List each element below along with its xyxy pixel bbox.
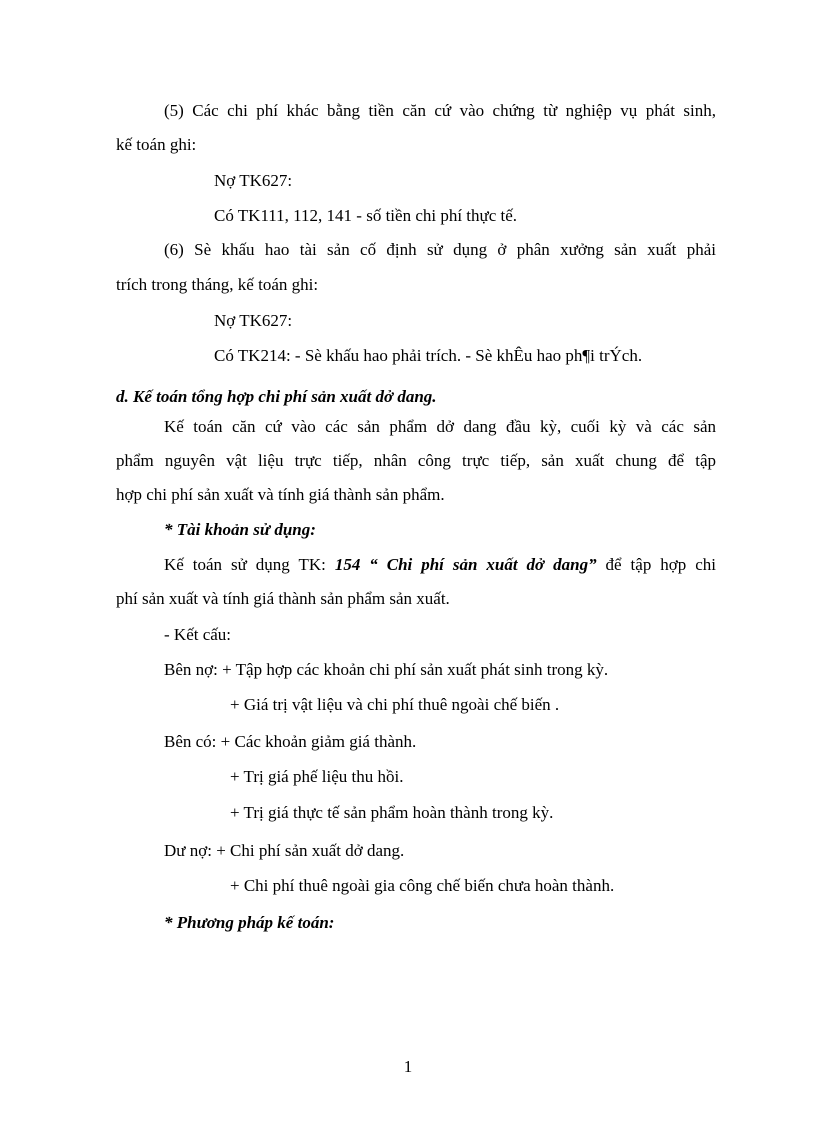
debit-item-1: + Tập hợp các khoản chi phí sản xuất phát sinh trong kỳ. <box>222 660 609 679</box>
para5-debit: Nợ TK627: <box>214 171 293 190</box>
accounts-use-suffix: để tập hợp chi <box>596 555 716 574</box>
balance-label: Dư nợ: <box>164 841 217 860</box>
para6-debit: Nợ TK627: <box>214 311 293 330</box>
debit-line1 <box>164 659 608 681</box>
debit-label: Bên nợ: <box>164 660 223 679</box>
section-d-intro-line2: phẩm nguyên vật liệu trực tiếp, nhân công trực tiếp, sản xuất chung để tập <box>116 451 716 470</box>
para6-line2: trích trong tháng, kế toán ghi: <box>116 275 319 294</box>
credit-line1 <box>164 731 416 753</box>
credit-item-2: + Trị giá phế liệu thu hồi. <box>230 767 404 786</box>
accounts-use-line2: phí sản xuất và tính giá thành sản phẩm sản xuất. <box>116 589 450 608</box>
credit-label: Bên có: <box>164 732 221 751</box>
para6-credit: Có TK214: - Sè khấu hao phải trích. - Sè khÊu hao ph¶i trÝch. <box>214 346 643 365</box>
section-d-heading: d. Kế toán tổng hợp chi phí sản xuất dở dang. <box>116 387 437 406</box>
credit-item-3: + Trị giá thực tế sản phẩm hoàn thành trong kỳ. <box>230 803 554 822</box>
method-heading: * Phương pháp kế toán: <box>164 913 335 932</box>
accounts-heading: * Tài khoản sử dụng: <box>164 520 316 539</box>
para6-line1: (6) Sè khấu hao tài sản cố định sử dụng ở phân xưởng sản xuất phải <box>164 240 716 259</box>
balance-item-1: + Chi phí sản xuất dở dang. <box>216 841 405 860</box>
structure-label: - Kết cấu: <box>164 625 232 644</box>
balance-item-2: + Chi phí thuê ngoài gia công chế biến chưa hoàn thành. <box>230 876 615 895</box>
page-number: 1 <box>403 1057 413 1076</box>
accounts-use-line1 <box>164 554 716 576</box>
para5-credit: Có TK111, 112, 141 - số tiền chi phí thực tế. <box>214 206 518 225</box>
para5-line1: (5) Các chi phí khác bằng tiền căn cứ vào chứng từ nghiệp vụ phát sinh, <box>164 101 716 120</box>
section-d-intro-line3: hợp chi phí sản xuất và tính giá thành sản phẩm. <box>116 485 445 504</box>
section-d-intro-line1: Kế toán căn cứ vào các sản phẩm dở dang đầu kỳ, cuối kỳ và các sản <box>164 417 716 436</box>
debit-item-2: + Giá trị vật liệu và chi phí thuê ngoài chế biến . <box>230 695 560 714</box>
balance-line1 <box>164 840 404 862</box>
credit-item-1: + Các khoản giảm giá thành. <box>220 732 417 751</box>
accounts-use-prefix: Kế toán sử dụng TK: <box>164 555 335 574</box>
accounts-use-account: 154 “ Chi phí sản xuất dở dang” <box>334 555 597 574</box>
para5-line2: kế toán ghi: <box>116 135 197 154</box>
